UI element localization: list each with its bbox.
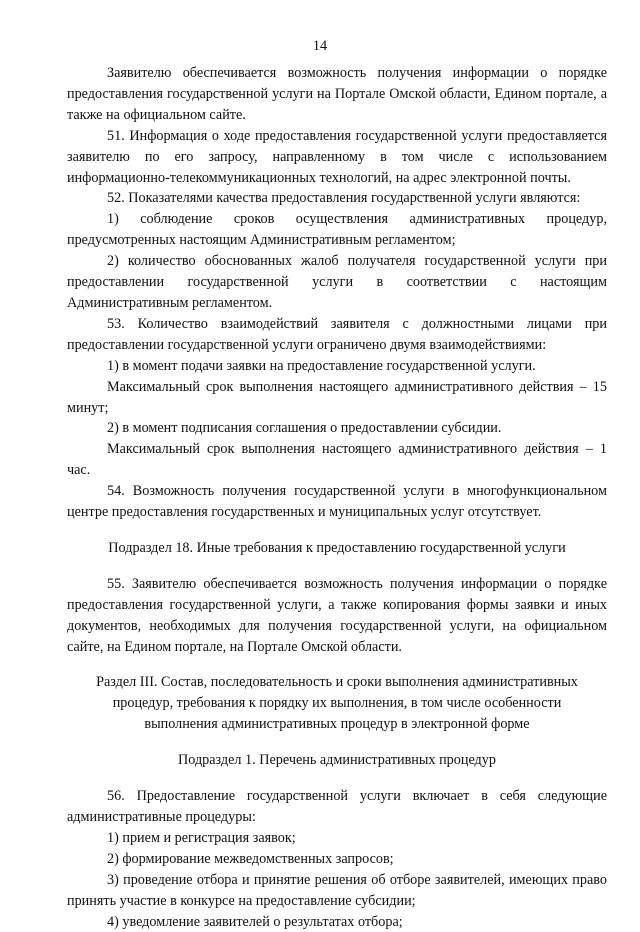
section-3-heading: Раздел III. Состав, последовательность и сроки выполнения административных процедур, требования к порядку их выполнения, в том числе особенности выполнения административных процедур в электронной форме <box>96 674 578 733</box>
spacer <box>67 771 607 786</box>
page-number: 14 <box>312 38 328 54</box>
paragraph-53-item-1: 1) в момент подачи заявки на предоставление государственной услуги. <box>107 357 536 374</box>
paragraph-56-item-1: 1) прием и регистрация заявок; <box>107 829 296 846</box>
paragraph-55: 55. Заявителю обеспечивается возможность получения информации о порядке предоставления государственной услуги, а также копирования формы заявки и иных документов, необходимых для получения государственной услуги, на официальном сайте, на Едином портале, на Портале Омской области. <box>67 575 607 655</box>
paragraph-53-max-term-2: Максимальный срок выполнения настоящего административного действия – 1 час. <box>67 441 607 479</box>
subsection-18-heading: Подраздел 18. Иные требования к предоставлению государственной услуги <box>108 539 566 556</box>
paragraph-56-item-4: 4) уведомление заявителей о результатах отбора; <box>107 913 403 930</box>
paragraph-56: 56. Предоставление государственной услуги включает в себя следующие административные процедуры: <box>67 788 607 825</box>
document-body <box>67 63 607 932</box>
paragraph-info-access: Заявителю обеспечивается возможность получения информации о порядке предоставления государственной услуги на Портале Омской области, Едином портале, а также на официальном сайте. <box>67 65 607 123</box>
paragraph-56-item-2: 2) формирование межведомственных запросов; <box>107 850 394 867</box>
paragraph-53-item-2: 2) в момент подписания соглашения о предоставлении субсидии. <box>107 420 502 437</box>
paragraph-51: 51. Информация о ходе предоставления государственной услуги предоставляется заявителю по его запросу, направленному в том числе с использованием информационно-телекоммуникационных технологий, на адрес электронной почты. <box>67 127 607 186</box>
paragraph-52-item-2: 2) количество обоснованных жалоб получателя государственной услуги при предоставлении государственной услуги в соответствии с настоящим Административным регламентом. <box>67 253 607 311</box>
paragraph-54: 54. Возможность получения государственной услуги в многофункциональном центре предоставления государственных и муниципальных услуг отсутствует. <box>67 483 607 521</box>
paragraph-53: 53. Количество взаимодействий заявителя с должностными лицами при предоставлении государственной услуги ограничено двумя взаимодействиями: <box>67 315 607 353</box>
spacer <box>67 735 607 750</box>
paragraph-53-max-term-1: Максимальный срок выполнения настоящего административного действия – 15 минут; <box>67 378 607 416</box>
subsection-1-heading: Подраздел 1. Перечень административных процедур <box>178 752 496 769</box>
paragraph-52-item-1: 1) соблюдение сроков осуществления административных процедур, предусмотренных настоящим Административным регламентом; <box>67 211 607 249</box>
spacer <box>67 657 607 672</box>
spacer <box>67 559 607 574</box>
paragraph-52: 52. Показателями качества предоставления государственной услуги являются: <box>107 190 581 207</box>
paragraph-56-item-3: 3) проведение отбора и принятие решения об отборе заявителей, имеющих право принять участие в конкурсе на предоставление субсидии; <box>67 871 607 909</box>
spacer <box>67 523 607 538</box>
